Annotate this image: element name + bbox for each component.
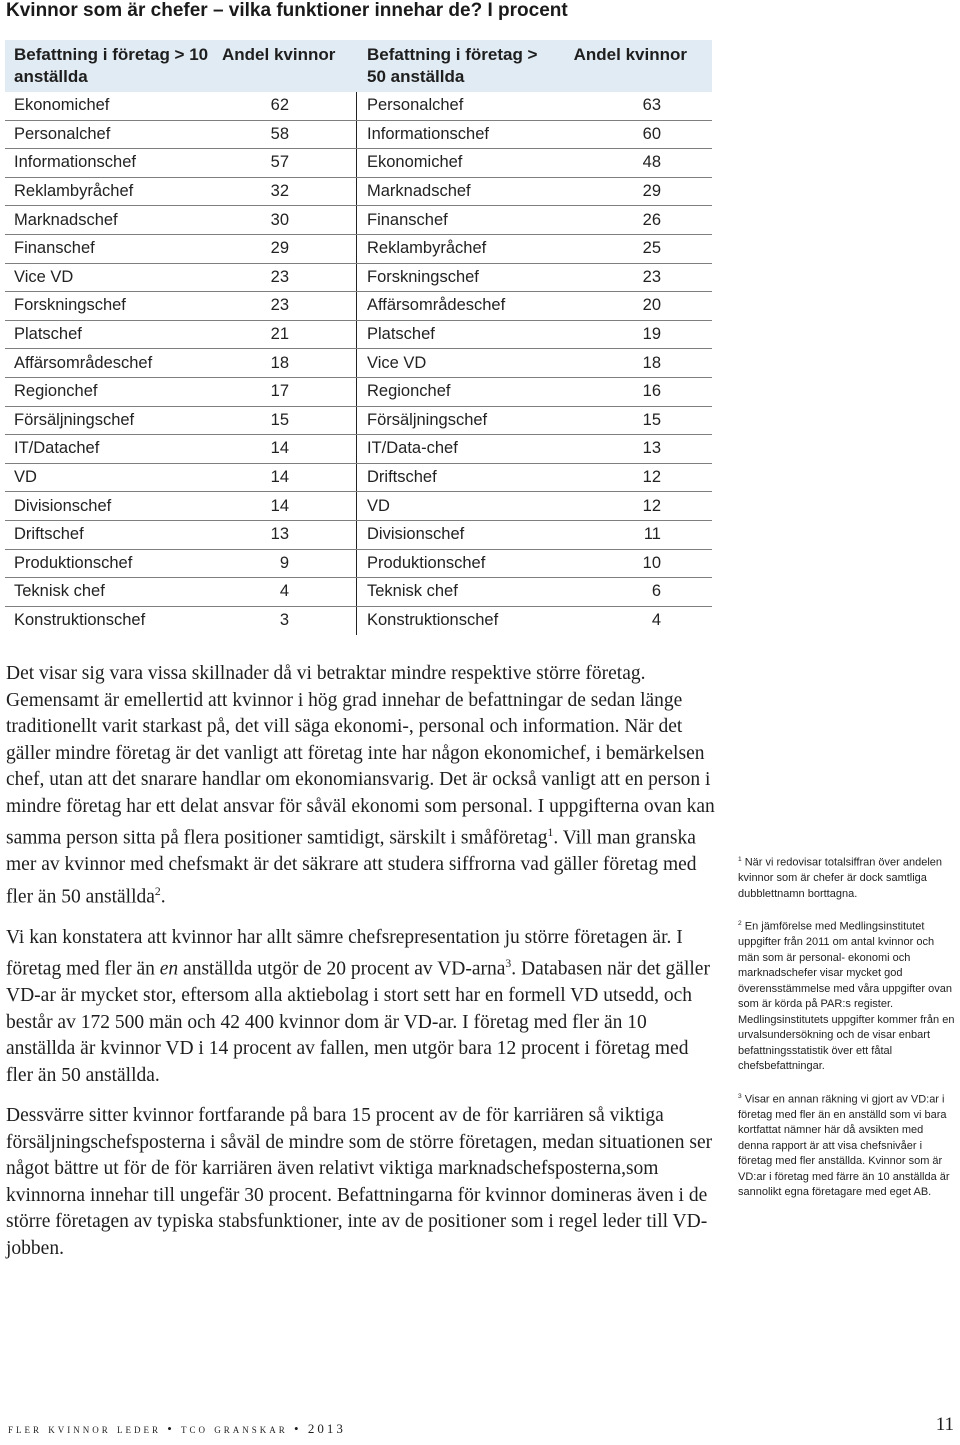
cell-position-10: Personalchef xyxy=(14,124,111,143)
cell-position-50: Konstruktionschef xyxy=(367,611,499,630)
cell-share-10: 62 xyxy=(212,92,357,120)
cell-share-10: 21 xyxy=(212,321,357,349)
cell-position-10: Platschef xyxy=(14,325,82,344)
cell-position-10: Regionchef xyxy=(14,382,98,401)
cell-position-50: Produktionschef xyxy=(367,553,486,572)
cell-position-10: Marknadschef xyxy=(14,210,118,229)
cell-position-50: Försäljningschef xyxy=(367,410,488,429)
cell-share-50: 10 xyxy=(642,553,661,572)
cell-share-10: 29 xyxy=(212,235,357,263)
cell-share-50: 13 xyxy=(642,439,661,458)
cell-position-50: Ekonomichef xyxy=(367,153,463,172)
cell-share-10: 17 xyxy=(212,378,357,406)
cell-share-10: 23 xyxy=(212,292,357,320)
cell-position-50: IT/Data-chef xyxy=(367,439,458,458)
table-title: Kvinnor som är chefer – vilka funktioner innehar de? I procent xyxy=(6,0,568,21)
footnote-2: $^2$ En jämförelse med Medlingsinstitutet uppgifter från 2011 om antal kvinnor och män som är personal- ekonomi och marknadschefer visar mycket god överensstämmelse med våra uppgifter ovan som är körda på PAR:s register. Medlingsinstitutets uppgifter kommer från en urvalsundersökning och de visar enbart befattningsstatistik över ett fåtal chefsbefattningar. xyxy=(738,920,955,1073)
cell-share-10: 23 xyxy=(212,264,357,292)
cell-share-50: 23 xyxy=(642,267,661,286)
cell-position-10: Produktionschef xyxy=(14,553,133,572)
cell-position-50: Platschef xyxy=(367,325,435,344)
cell-share-50: 26 xyxy=(642,210,661,229)
cell-share-10: 14 xyxy=(212,435,357,463)
cell-share-10: 14 xyxy=(212,464,357,492)
cell-position-10: IT/Datachef xyxy=(14,439,100,458)
cell-position-50: Informationschef xyxy=(367,124,489,143)
cell-position-10: Affärsområdeschef xyxy=(14,353,153,372)
cell-share-50: 19 xyxy=(642,325,661,344)
cell-share-50: 25 xyxy=(642,239,661,258)
page-number: 11 xyxy=(935,1414,954,1435)
cell-position-10: Informationschef xyxy=(14,153,136,172)
cell-position-50: Vice VD xyxy=(367,353,427,372)
cell-position-50: Affärsområdeschef xyxy=(367,296,506,315)
header-position-10: Befattning i företag > 10 anställda xyxy=(14,45,209,86)
cell-position-50: Teknisk chef xyxy=(367,582,458,601)
cell-position-50: Finanschef xyxy=(367,210,448,229)
table-row xyxy=(5,178,712,207)
table-row xyxy=(5,235,712,264)
cell-share-10: 57 xyxy=(212,149,357,177)
cell-position-10: Forskningschef xyxy=(14,296,126,315)
cell-share-10: 30 xyxy=(212,206,357,234)
cell-share-10: 14 xyxy=(212,492,357,520)
table-row xyxy=(5,407,712,436)
cell-position-10: Vice VD xyxy=(14,267,74,286)
table-row xyxy=(5,550,712,579)
table-row xyxy=(5,492,712,521)
table-row xyxy=(5,149,712,178)
cell-share-10: 15 xyxy=(212,407,357,435)
data-table xyxy=(5,40,712,635)
table-row xyxy=(5,464,712,493)
cell-share-10: 4 xyxy=(212,578,357,606)
cell-share-10: 58 xyxy=(212,121,357,149)
paragraph-3: Dessvärre sitter kvinnor fortfarande på bara 15 procent av de för karriären så viktiga försäljningschefsposterna i såväl de mindre som de större företagen, medan situationen ser något bättre ut för de för karriären även relativt viktiga marknadschefsposterna,som kvinnorna innehar till ungefär 30 procent. Befattningarna för kvinnor domineras även i de större företagen av typiska stabsfunktioner, inte av de positioner som i regel leder till VD-jobben. xyxy=(6,1105,713,1259)
cell-position-10: Konstruktionschef xyxy=(14,611,146,630)
table-row xyxy=(5,321,712,350)
cell-share-50: 60 xyxy=(642,124,661,143)
cell-position-10: Driftschef xyxy=(14,525,84,544)
table-row xyxy=(5,292,712,321)
cell-share-50: 48 xyxy=(642,153,661,172)
cell-position-10: Försäljningschef xyxy=(14,410,135,429)
footnote-3: $^3$ Visar en annan räkning vi gjort av VD:ar i företag med fler än en anställd som vi bara kortfattat nämner här då avsikten med denna rapport är att visa chefsnivåer i företag med fler anställda. Kvinnor som är VD:ar i företag med färre än 10 anställda är sannolikt egna företagare med eget AB. xyxy=(738,1092,950,1199)
page-footer: fler kvinnor leder • tco granskar • 2013 xyxy=(8,1421,346,1436)
cell-position-10: Teknisk chef xyxy=(14,582,105,601)
cell-position-10: Finanschef xyxy=(14,239,95,258)
cell-position-50: Driftschef xyxy=(367,468,437,487)
cell-position-50: Marknadschef xyxy=(367,182,471,201)
table-row xyxy=(5,92,712,121)
cell-share-50: 12 xyxy=(642,468,661,487)
cell-share-50: 12 xyxy=(642,496,661,515)
paragraph-2: Vi kan konstatera att kvinnor har allt sämre chefsrepresentation ju större företagen är. I företag med fler än en anställda utgör de 20 procent av VD-arna$^3$. Databasen när det gäller VD-ar är mycket stor, eftersom alla aktiebolag i stort sett har en formell VD utsedd, och består av 172 500 män och 42 400 kvinnor dom är VD-ar. I företag med fler än 10 anställda är kvinnor VD i 14 procent av fallen, men utgör bara 12 procent i företag med fler än 50 anställda. xyxy=(6,926,710,1086)
cell-share-50: 11 xyxy=(643,525,661,544)
header-share-50: Andel kvinnor xyxy=(573,45,687,64)
cell-share-10: 13 xyxy=(212,521,357,549)
table-row xyxy=(5,578,712,607)
cell-share-10: 9 xyxy=(212,550,357,578)
cell-position-10: VD xyxy=(14,468,37,487)
cell-share-50: 6 xyxy=(651,582,661,601)
table-row xyxy=(5,521,712,550)
table-row xyxy=(5,349,712,378)
cell-position-50: Reklambyråchef xyxy=(367,239,487,258)
cell-share-10: 18 xyxy=(212,349,357,377)
table-body xyxy=(5,92,712,635)
cell-share-50: 15 xyxy=(642,410,661,429)
cell-share-50: 63 xyxy=(642,96,661,115)
table-row xyxy=(5,264,712,293)
paragraph-1: Det visar sig vara vissa skillnader då vi betraktar mindre respektive större företag. Gemensamt är emellertid att kvinnor i hög grad innehar de befattningar de sedan länge traditionellt varit starkast på, det vill säga ekonomi-, personal och information. När det gäller mindre företag är det vanligt att företag inte har någon ekonomichef, i bemärkelsen chef, utan att det snarare handlar om ekonomiansvarig. Det är också vanligt att en person i mindre företag har ett delat ansvar för såväl ekonomi som personal. I uppgifterna ovan kan samma person sitta på flera positioner samtidigt, särskilt i småföretag$^1$. Vill man granska mer av kvinnor med chefsmakt är det säkrare att studera siffrorna vad gäller företag med fler än 50 anställda$^2$. xyxy=(6,663,715,907)
cell-position-10: Divisionschef xyxy=(14,496,112,515)
cell-share-50: 18 xyxy=(642,353,661,372)
table-row xyxy=(5,206,712,235)
cell-position-50: Forskningschef xyxy=(367,267,479,286)
table-row xyxy=(5,378,712,407)
cell-share-50: 20 xyxy=(642,296,661,315)
cell-share-10: 3 xyxy=(212,607,357,636)
cell-share-50: 29 xyxy=(642,182,661,201)
cell-position-50: VD xyxy=(367,496,390,515)
table-row xyxy=(5,607,712,636)
table-row xyxy=(5,121,712,150)
cell-position-50: Personalchef xyxy=(367,96,464,115)
cell-share-50: 4 xyxy=(651,611,661,630)
table-row xyxy=(5,435,712,464)
cell-share-10: 32 xyxy=(212,178,357,206)
cell-position-50: Regionchef xyxy=(367,382,451,401)
footnote-1: $^1$ När vi redovisar totalsiffran över andelen kvinnor som är chefer är dock samtliga dubblettnamn borttagna. xyxy=(738,856,943,900)
cell-position-50: Divisionschef xyxy=(367,525,465,544)
footnotes xyxy=(738,852,956,1215)
header-share-10: Andel kvinnor xyxy=(222,45,336,64)
table-header xyxy=(5,40,712,92)
cell-position-10: Reklambyråchef xyxy=(14,182,134,201)
header-position-50: Befattning i företag > 50 anställda xyxy=(367,45,538,86)
cell-share-50: 16 xyxy=(642,382,661,401)
body-text xyxy=(6,661,718,1276)
cell-position-10: Ekonomichef xyxy=(14,96,110,115)
